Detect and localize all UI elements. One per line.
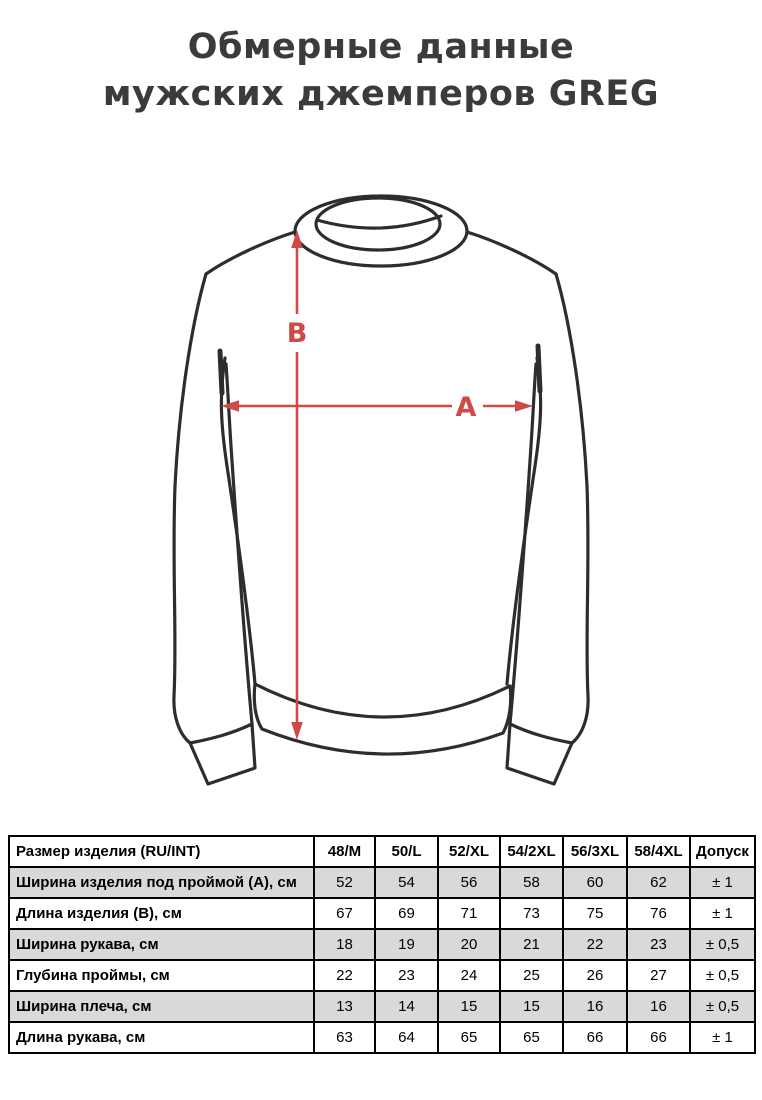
left-sleeve-outer bbox=[174, 274, 206, 743]
left-shoulder bbox=[206, 232, 295, 274]
hem-band-edge bbox=[254, 684, 510, 754]
right-cuff bbox=[507, 724, 572, 784]
size-value-cell: 19 bbox=[375, 929, 438, 960]
size-value-cell: 25 bbox=[500, 960, 563, 991]
size-value-cell: 65 bbox=[438, 1022, 500, 1053]
right-shoulder bbox=[467, 232, 556, 274]
size-value-cell: 67 bbox=[314, 898, 375, 929]
column-header-58-4XL: 58/4XL bbox=[627, 836, 690, 867]
row-label: Длина рукава, см bbox=[9, 1022, 314, 1053]
size-value-cell: 16 bbox=[563, 991, 627, 1022]
row-label: Ширина изделия под проймой (А), см bbox=[9, 867, 314, 898]
table-row-garment-length bbox=[9, 898, 755, 929]
page-title-line2: мужских джемперов GREG bbox=[102, 73, 660, 114]
left-cuff bbox=[190, 724, 255, 784]
table-row-sleeve-length bbox=[9, 1022, 755, 1053]
collar-outer bbox=[295, 196, 467, 266]
row-label: Длина изделия (В), см bbox=[9, 898, 314, 929]
table-row-sleeve-width bbox=[9, 929, 755, 960]
length-arrow-head-bottom bbox=[291, 722, 303, 740]
size-value-cell: 71 bbox=[438, 898, 500, 929]
column-header-48M: 48/M bbox=[314, 836, 375, 867]
size-value-cell: 62 bbox=[627, 867, 690, 898]
size-value-cell: 23 bbox=[627, 929, 690, 960]
size-value-cell: 27 bbox=[627, 960, 690, 991]
table-row-chest-width bbox=[9, 867, 755, 898]
page-title-line1: Обмерные данные bbox=[187, 27, 575, 67]
size-value-cell: 66 bbox=[627, 1022, 690, 1053]
size-value-cell: 15 bbox=[500, 991, 563, 1022]
table-row-shoulder-width bbox=[9, 991, 755, 1022]
size-value-cell: 63 bbox=[314, 1022, 375, 1053]
size-value-cell: 56 bbox=[438, 867, 500, 898]
size-value-cell: 21 bbox=[500, 929, 563, 960]
size-value-cell: 66 bbox=[563, 1022, 627, 1053]
size-value-cell: 26 bbox=[563, 960, 627, 991]
size-value-cell: 20 bbox=[438, 929, 500, 960]
column-header-size: Размер изделия (RU/INT) bbox=[9, 836, 314, 867]
size-value-cell: 22 bbox=[314, 960, 375, 991]
size-value-cell: 16 bbox=[627, 991, 690, 1022]
size-value-cell: 15 bbox=[438, 991, 500, 1022]
table-header-row bbox=[9, 836, 755, 867]
tolerance-cell: ± 0,5 bbox=[690, 991, 755, 1022]
right-sleeve-outer bbox=[556, 274, 588, 743]
size-value-cell: 76 bbox=[627, 898, 690, 929]
column-header-50L: 50/L bbox=[375, 836, 438, 867]
tolerance-cell: ± 1 bbox=[690, 1022, 755, 1053]
page-title bbox=[0, 0, 762, 117]
tolerance-cell: ± 1 bbox=[690, 898, 755, 929]
size-table bbox=[8, 835, 756, 1054]
size-value-cell: 64 bbox=[375, 1022, 438, 1053]
jumper-measurement-diagram bbox=[141, 186, 621, 816]
size-value-cell: 24 bbox=[438, 960, 500, 991]
tolerance-cell: ± 0,5 bbox=[690, 929, 755, 960]
column-header-54-2XL: 54/2XL bbox=[500, 836, 563, 867]
size-value-cell: 54 bbox=[375, 867, 438, 898]
column-header-56-3XL: 56/3XL bbox=[563, 836, 627, 867]
tolerance-cell: ± 0,5 bbox=[690, 960, 755, 991]
size-value-cell: 52 bbox=[314, 867, 375, 898]
table-row-armhole-depth bbox=[9, 960, 755, 991]
size-value-cell: 75 bbox=[563, 898, 627, 929]
size-value-cell: 69 bbox=[375, 898, 438, 929]
size-value-cell: 13 bbox=[314, 991, 375, 1022]
collar-back-seam bbox=[317, 216, 441, 228]
row-label: Ширина плеча, см bbox=[9, 991, 314, 1022]
size-value-cell: 73 bbox=[500, 898, 563, 929]
size-value-cell: 65 bbox=[500, 1022, 563, 1053]
jumper-outline-drawing bbox=[141, 186, 621, 816]
size-value-cell: 23 bbox=[375, 960, 438, 991]
row-label: Ширина рукава, см bbox=[9, 929, 314, 960]
size-value-cell: 58 bbox=[500, 867, 563, 898]
size-value-cell: 22 bbox=[563, 929, 627, 960]
tolerance-cell: ± 1 bbox=[690, 867, 755, 898]
row-label: Глубина проймы, см bbox=[9, 960, 314, 991]
column-header-tolerance: Допуск bbox=[690, 836, 755, 867]
size-value-cell: 14 bbox=[375, 991, 438, 1022]
size-value-cell: 18 bbox=[314, 929, 375, 960]
hem-top-edge bbox=[255, 684, 510, 717]
column-header-52XL: 52/XL bbox=[438, 836, 500, 867]
width-label: A bbox=[455, 392, 477, 423]
size-value-cell: 60 bbox=[563, 867, 627, 898]
length-label: B bbox=[286, 318, 308, 349]
width-arrow-head-right bbox=[515, 400, 533, 412]
